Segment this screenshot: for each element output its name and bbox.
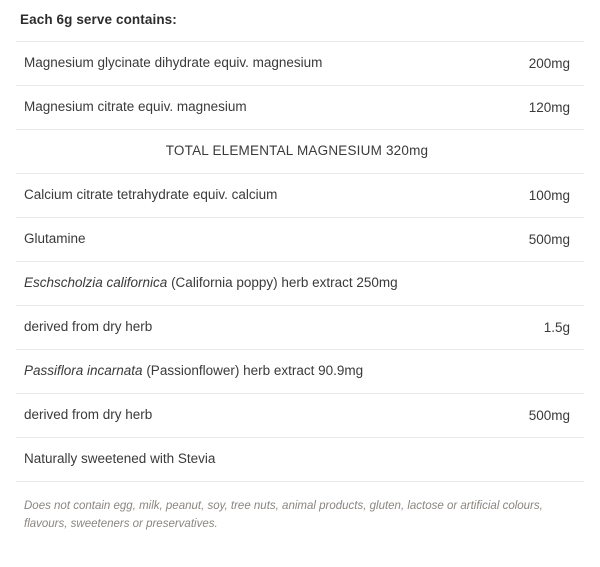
table-row bbox=[16, 218, 584, 262]
table-row bbox=[16, 262, 584, 306]
table-row bbox=[16, 306, 584, 350]
ingredient-amount bbox=[558, 361, 570, 383]
total-elemental-magnesium-label: TOTAL ELEMENTAL MAGNESIUM 320mg bbox=[165, 143, 429, 159]
ingredient-name-text: Magnesium glycinate dihydrate equiv. magnesium bbox=[24, 55, 323, 71]
ingredient-amount bbox=[558, 449, 570, 471]
ingredient-amount: 1.5g bbox=[543, 320, 570, 335]
botanical-name: Eschscholzia californica bbox=[24, 275, 168, 291]
table-row bbox=[16, 394, 584, 438]
ingredient-name-text: derived from dry herb bbox=[24, 407, 153, 423]
botanical-name: Passiflora incarnata bbox=[24, 363, 143, 379]
table-row-total bbox=[16, 130, 584, 174]
table-row bbox=[16, 42, 584, 86]
ingredient-amount: 120mg bbox=[528, 100, 570, 115]
ingredient-name bbox=[24, 43, 517, 83]
table-row bbox=[16, 86, 584, 130]
ingredient-name-text: Calcium citrate tetrahydrate equiv. calcium bbox=[24, 187, 278, 203]
ingredient-amount: 500mg bbox=[528, 408, 570, 423]
ingredients-table bbox=[16, 41, 584, 482]
ingredient-amount: 100mg bbox=[528, 188, 570, 203]
table-row bbox=[16, 174, 584, 218]
ingredient-amount: 200mg bbox=[528, 56, 570, 71]
ingredient-name bbox=[24, 87, 517, 127]
ingredient-name bbox=[24, 219, 517, 259]
ingredient-amount: 500mg bbox=[528, 232, 570, 247]
ingredient-name-text: Magnesium citrate equiv. magnesium bbox=[24, 99, 247, 115]
ingredient-name-text: Naturally sweetened with Stevia bbox=[24, 451, 216, 467]
ingredient-name-text: (Passionflower) herb extract 90.9mg bbox=[142, 363, 364, 379]
ingredient-amount bbox=[558, 273, 570, 295]
allergen-footnote: Does not contain egg, milk, peanut, soy, tree nuts, animal products, gluten, lactose or artificial colours, flavours, sweeteners or preservatives. bbox=[24, 500, 543, 530]
ingredient-name bbox=[24, 395, 517, 435]
ingredient-name bbox=[24, 351, 558, 391]
ingredient-name-text: Glutamine bbox=[24, 231, 86, 247]
ingredient-name bbox=[24, 263, 558, 303]
ingredient-name bbox=[24, 307, 532, 347]
table-row bbox=[16, 350, 584, 394]
table-row bbox=[16, 438, 584, 482]
ingredient-name-text: (California poppy) herb extract 250mg bbox=[167, 275, 398, 291]
ingredient-name bbox=[24, 175, 517, 215]
page-title: Each 6g serve contains: bbox=[20, 12, 177, 27]
ingredient-name bbox=[24, 439, 558, 479]
ingredient-name-text: derived from dry herb bbox=[24, 319, 153, 335]
